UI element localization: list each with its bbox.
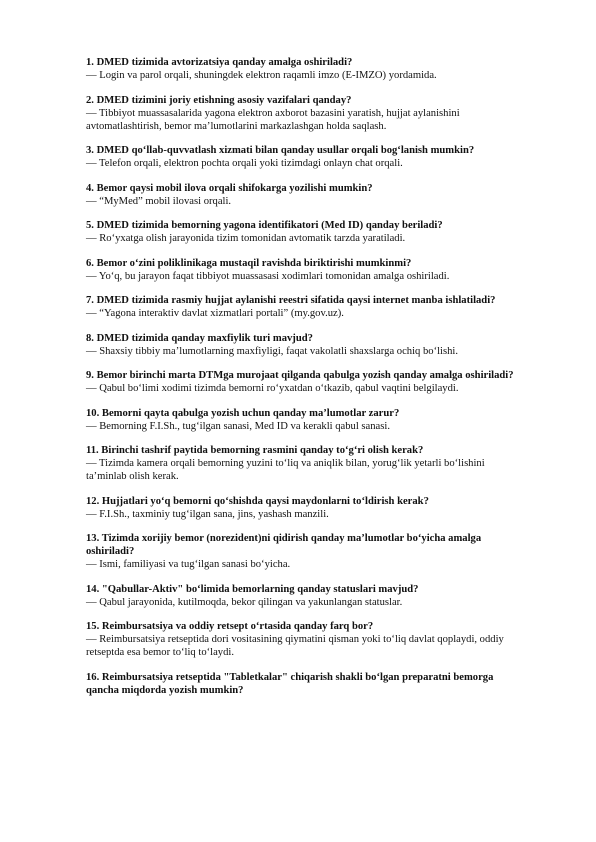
qa-item xyxy=(86,257,526,283)
question-text: 5. DMED tizimida bemorning yagona identifikatori (Med ID) qanday beriladi? xyxy=(86,220,443,231)
qa-item xyxy=(86,583,526,609)
qa-item xyxy=(86,294,526,320)
question-text: 12. Hujjatlari yo‘q bemorni qo‘shishda qaysi maydonlarni to‘ldirish kerak? xyxy=(86,495,429,507)
answer-text: — Qabul jarayonida, kutilmoqda, bekor qilingan va yakunlangan statuslar. xyxy=(86,596,403,608)
question-text: 9. Bemor birinchi marta DTMga murojaat qilganda qabulga yozish qanday amalga oshiriladi? xyxy=(86,370,514,381)
qa-item xyxy=(86,56,526,82)
question-text: 6. Bemor o‘zini poliklinikaga mustaqil ravishda biriktirishi mumkinmi? xyxy=(86,257,412,269)
qa-item xyxy=(86,671,526,697)
question-text: 16. Reimbursatsiya retseptida "Tabletkalar" chiqarish shakli bo‘lgan preparatni bemorga qancha miqdorda yozish mumkin? xyxy=(86,671,494,696)
question-text: 11. Birinchi tashrif paytida bemorning rasmini qanday to‘g‘ri olish kerak? xyxy=(86,445,424,456)
question-text: 10. Bemorni qayta qabulga yozish uchun qanday ma’lumotlar zarur? xyxy=(86,407,400,419)
question-text: 7. DMED tizimida rasmiy hujjat aylanishi reestri sifatida qaysi internet manba ishlatiladi? xyxy=(86,295,496,306)
answer-text: — Bemorning F.I.Sh., tug‘ilgan sanasi, Med ID va kerakli qabul sanasi. xyxy=(86,420,390,432)
question-text: 3. DMED qo‘llab-quvvatlash xizmati bilan qanday usullar orqali bog‘lanish mumkin? xyxy=(86,145,475,156)
qa-item xyxy=(86,495,526,521)
question-text: 14. "Qabullar-Aktiv" bo‘limida bemorlarning qanday statuslari mavjud? xyxy=(86,583,419,595)
qa-item xyxy=(86,332,526,358)
question-text: 4. Bemor qaysi mobil ilova orqali shifokarga yozilishi mumkin? xyxy=(86,182,373,194)
answer-text: — Ro‘yxatga olish jarayonida tizim tomonidan avtomatik tarzda yaratiladi. xyxy=(86,233,406,244)
answer-text: — Telefon orqali, elektron pochta orqali yoki tizimdagi onlayn chat orqali. xyxy=(86,158,403,169)
answer-text: — Qabul bo‘limi xodimi tizimda bemorni ro‘yxatdan o‘tkazib, qabul vaqtini belgilaydi. xyxy=(86,383,459,394)
answer-text: — Tibbiyot muassasalarida yagona elektron axborot bazasini yaratish, hujjat aylanishini avtomatlashtirish, bemor ma’lumotlarini markazlashgan holda saqlash. xyxy=(86,107,460,132)
qa-item xyxy=(86,369,526,395)
qa-item xyxy=(86,620,526,659)
qa-item xyxy=(86,219,526,245)
answer-text: — Shaxsiy tibbiy ma’lumotlarning maxfiyligi, faqat vakolatli shaxslarga ochiq bo‘lishi. xyxy=(86,345,458,357)
qa-item xyxy=(86,94,526,133)
answer-text: — “Yagona interaktiv davlat xizmatlari portali” (my.gov.uz). xyxy=(86,308,344,319)
answer-text: — Yo‘q, bu jarayon faqat tibbiyot muassasasi xodimlari tomonidan amalga oshiriladi. xyxy=(86,270,450,282)
question-text: 8. DMED tizimida qanday maxfiylik turi mavjud? xyxy=(86,332,313,344)
document-page xyxy=(86,56,526,708)
answer-text: — Reimbursatsiya retseptida dori vositasining qiymatini qisman yoki to‘liq davlat qoplaydi, oddiy retseptda esa bemor to‘liq to‘laydi. xyxy=(86,634,504,658)
answer-text: — F.I.Sh., taxminiy tug‘ilgan sana, jins, yashash manzili. xyxy=(86,508,329,520)
qa-item xyxy=(86,444,526,483)
qa-item xyxy=(86,182,526,208)
question-text: 1. DMED tizimida avtorizatsiya qanday amalga oshiriladi? xyxy=(86,57,353,68)
qa-item xyxy=(86,532,526,571)
answer-text: — Tizimda kamera orqali bemorning yuzini to‘liq va aniqlik bilan, yorug‘lik yetarli bo‘lishini ta’minlab olish kerak. xyxy=(86,458,485,482)
question-text: 2. DMED tizimini joriy etishning asosiy vazifalari qanday? xyxy=(86,94,352,106)
question-text: 13. Tizimda xorijiy bemor (norezident)ni qidirish qanday ma’lumotlar bo‘yicha amalga oshiriladi? xyxy=(86,533,482,557)
qa-item xyxy=(86,407,526,433)
qa-item xyxy=(86,144,526,170)
answer-text: — Login va parol orqali, shuningdek elektron raqamli imzo (E-IMZO) yordamida. xyxy=(86,70,437,81)
answer-text: — “MyMed” mobil ilovasi orqali. xyxy=(86,195,232,207)
question-text: 15. Reimbursatsiya va oddiy retsept o‘rtasida qanday farq bor? xyxy=(86,621,374,632)
answer-text: — Ismi, familiyasi va tug‘ilgan sanasi bo‘yicha. xyxy=(86,559,291,570)
